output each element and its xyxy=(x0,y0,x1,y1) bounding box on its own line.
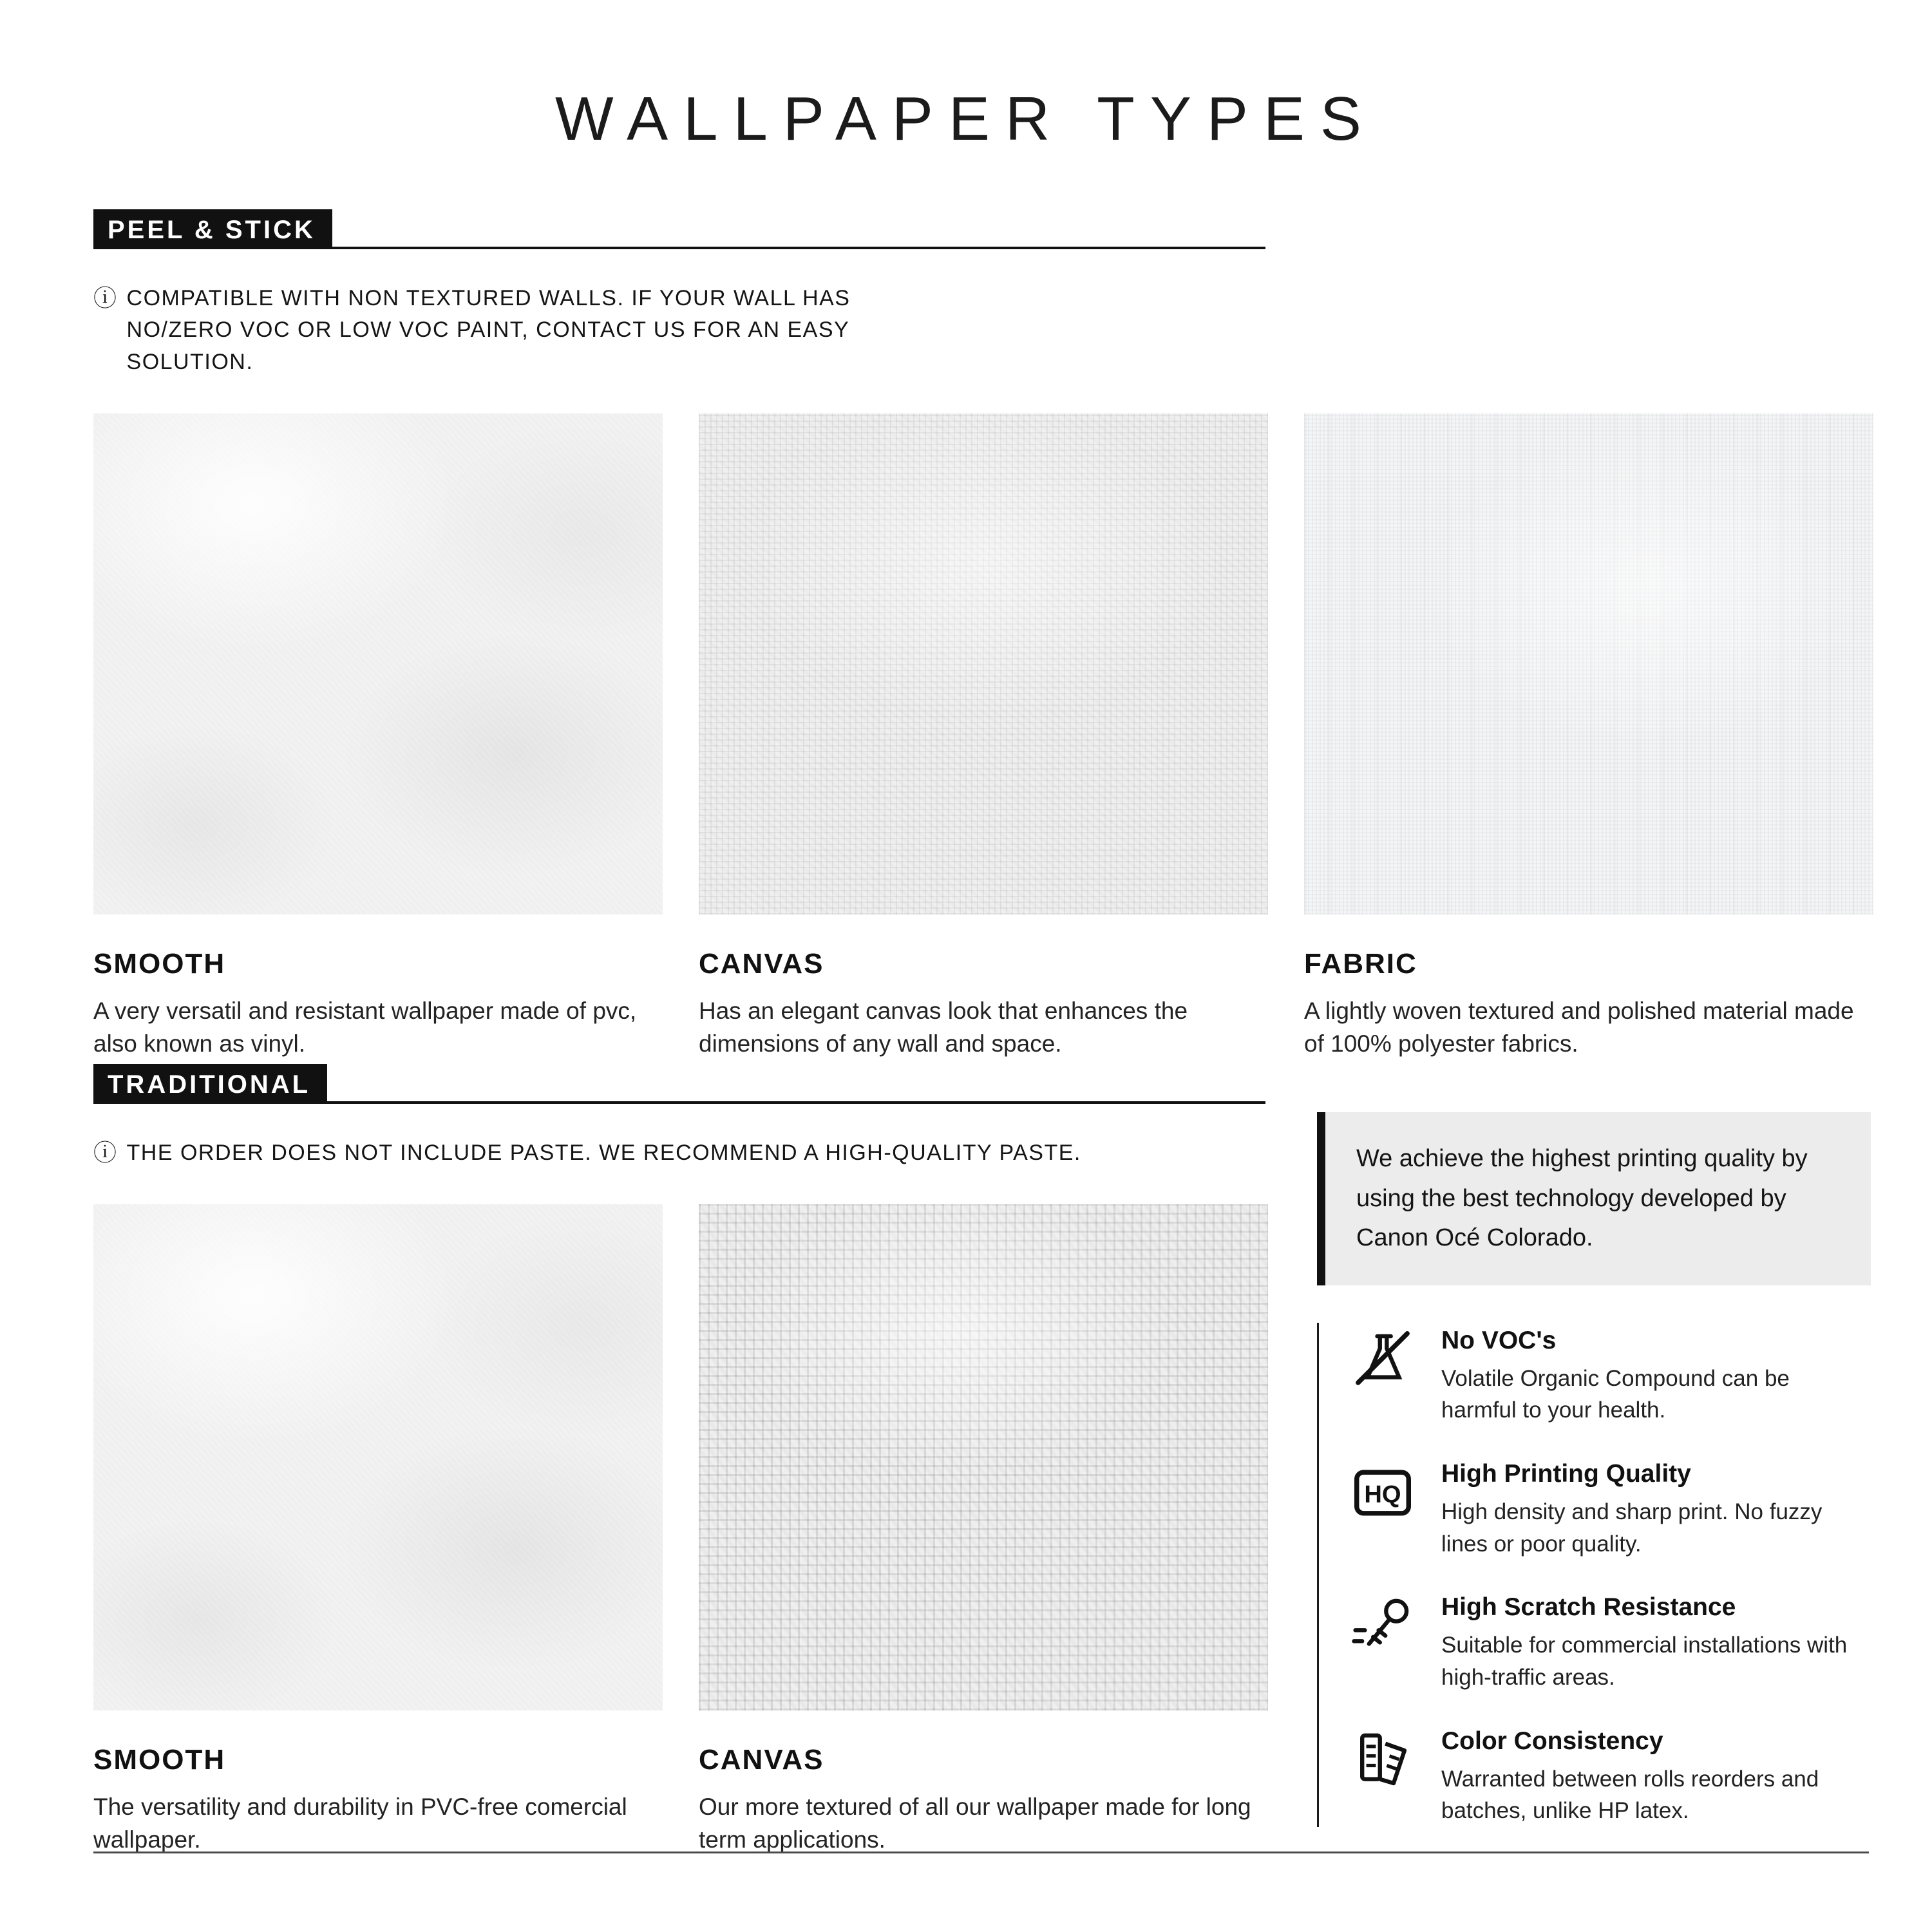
swatch-card-canvas xyxy=(699,413,1268,1060)
feature-title: No VOC's xyxy=(1441,1326,1557,1354)
hq-icon xyxy=(1349,1459,1417,1527)
swatch-card-canvas xyxy=(699,1204,1268,1856)
canvas-texture-image xyxy=(699,413,1268,914)
traditional-swatches xyxy=(93,1204,1269,1856)
feature-description: Suitable for commercial installations with high-traffic areas. xyxy=(1441,1633,1848,1690)
feature-title: High Scratch Resistance xyxy=(1441,1593,1736,1622)
smooth-texture-image xyxy=(93,413,663,914)
swatch-card-smooth xyxy=(93,413,663,1060)
swatch-title: SMOOTH xyxy=(93,1744,226,1776)
feature-description: Volatile Organic Compound can be harmful to your health. xyxy=(1441,1365,1790,1423)
swatch-description: A very versatil and resistant wallpaper made of pvc, also known as vinyl. xyxy=(93,997,637,1057)
swatch-description: A lightly woven textured and polished material made of 100% polyester fabrics. xyxy=(1304,997,1854,1057)
swatch-description: The versatility and durability in PVC-free comercial wallpaper. xyxy=(93,1794,627,1853)
traditional-section xyxy=(93,1064,1269,1856)
header-rule xyxy=(332,247,1265,249)
swatch-title: CANVAS xyxy=(699,1744,824,1776)
feature-description: High density and sharp print. No fuzzy lines or poor quality. xyxy=(1441,1499,1823,1557)
swatch-description: Has an elegant canvas look that enhances the dimensions of any wall and space. xyxy=(699,997,1188,1057)
header-rule xyxy=(327,1101,1265,1104)
swatch-title: FABRIC xyxy=(1304,947,1417,980)
color-icon xyxy=(1349,1726,1417,1794)
bottom-divider xyxy=(93,1852,1869,1853)
peel-stick-swatches xyxy=(93,413,1871,1060)
feature-high-scratch-resistance xyxy=(1349,1589,1871,1693)
swatch-card-fabric xyxy=(1304,413,1873,1060)
page-title: WALLPAPER TYPES xyxy=(555,84,1377,153)
swatch-title: SMOOTH xyxy=(93,947,226,980)
traditional-header xyxy=(93,1064,1265,1104)
info-icon: ⓘ xyxy=(93,285,118,311)
info-icon: ⓘ xyxy=(93,1139,118,1166)
peel-stick-header xyxy=(93,209,1265,249)
no-voc-icon xyxy=(1349,1325,1417,1394)
peel-stick-label: PEEL & STICK xyxy=(93,209,332,249)
feature-no-voc xyxy=(1349,1323,1871,1426)
feature-high-printing-quality xyxy=(1349,1456,1871,1560)
feature-description: Warranted between rolls reorders and batches, unlike HP latex. xyxy=(1441,1766,1819,1824)
traditional-label: TRADITIONAL xyxy=(93,1064,327,1104)
peel-stick-section xyxy=(93,209,1871,1060)
canvas-texture-image xyxy=(699,1204,1268,1710)
quality-column xyxy=(1317,1112,1871,1857)
traditional-note xyxy=(93,1137,1269,1169)
scratch-icon xyxy=(1349,1592,1417,1660)
swatch-title: CANVAS xyxy=(699,947,824,980)
svg-text:HQ: HQ xyxy=(1364,1480,1401,1508)
swatch-description: Our more textured of all our wallpaper made for long term applications. xyxy=(699,1794,1251,1853)
printing-quality-quote: We achieve the highest printing quality by using the best technology developed by Canon Océ Colorado. xyxy=(1317,1112,1871,1285)
smooth-texture-image xyxy=(93,1204,663,1710)
peel-stick-note xyxy=(93,283,1871,378)
note-text: COMPATIBLE WITH NON TEXTURED WALLS. IF YOUR WALL HAS NO/ZERO VOC OR LOW VOC PAINT, CONTACT US FOR AN EASY SOLUTION. xyxy=(126,286,851,374)
feature-title: Color Consistency xyxy=(1441,1727,1663,1755)
note-text: THE ORDER DOES NOT INCLUDE PASTE. WE RECOMMEND A HIGH-QUALITY PASTE. xyxy=(126,1141,1081,1165)
fabric-texture-image xyxy=(1304,413,1873,914)
feature-color-consistency xyxy=(1349,1723,1871,1827)
feature-title: High Printing Quality xyxy=(1441,1460,1691,1488)
swatch-card-smooth xyxy=(93,1204,663,1856)
feature-list xyxy=(1317,1323,1871,1828)
